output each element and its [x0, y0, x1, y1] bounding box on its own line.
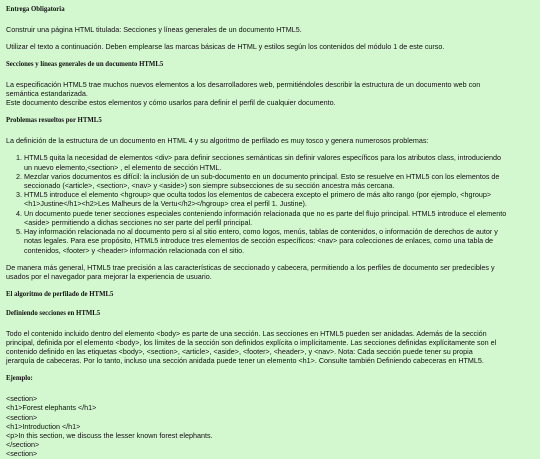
code-line: </section> [6, 440, 40, 450]
section-heading-algorithm: El algoritmo de perfilado de HTML5 [6, 291, 114, 299]
code-line: <h1>Introduction </h1> [6, 421, 81, 431]
list-item: 1. HTML5 quita la necesidad de elementos <div> para definir secciones semánticas sin definir valores específicos para los atributos class, introduciendo un nuevo elemento,<section> , el elemento de sección HTML. [24, 153, 534, 171]
defining-line-2: principal, definida por el elemento <body>, los límites de la sección son definidos explícita o implícitamente. Las secciones definidas explícitamente son el [6, 337, 497, 347]
problems-closing-line-2: usados por el navegador para mejorar la experiencia de usuario. [6, 272, 212, 281]
section-outline-line-1: La especificación HTML5 trae muchos nuevos elementos a los desarrolladores web, permitiéndoles describir la estructura de un documento web con [6, 79, 481, 89]
intro-line-2: Utilizar el texto a continuación. Deben emplearse las marcas básicas de HTML y estilos según los contenidos del módulo 1 de este curso. [6, 41, 445, 51]
defining-line-1: Todo el contenido incluido dentro del elemento <body> es parte de una sección. Las secciones en HTML5 pueden ser anidadas. Además de la sección [6, 328, 487, 338]
code-line: <h1>Forest elephants </h1> [6, 403, 97, 413]
problems-lead: La definición de la estructura de un documento en HTML 4 y su algoritmo de perfilado es muy tosco y genera numerosos problemas: [6, 136, 429, 146]
section-heading-outline: Secciones y líneas generales de un documento HTML5 [6, 61, 164, 69]
intro-line-1: Construir una página HTML titulada: Secciones y líneas generales de un documento HTML5. [6, 24, 302, 34]
defining-line-3: contenido definido en las etiquetas <body>, <section>, <article>, <aside>, <footer>, <header>, y <nav>. Nota: Cada sección puede tener su propia [6, 347, 473, 357]
section-heading-problems: Problemas resueltos por HTML5 [6, 117, 102, 125]
example-code [6, 394, 534, 459]
code-line: <p>In this section, we discuss the lesser known forest elephants. [6, 431, 213, 441]
list-item: 4. Un documento puede tener secciones especiales conteniendo información relacionada que no es parte del flujo principal. HTML5 introduce el elemento <aside> permitiendo a dichas secciones no ser parte del perfil principal. [24, 209, 534, 227]
section-heading-example: Ejemplo: [6, 375, 33, 383]
problems-closing-line-1: De manera más general, HTML5 trae precisión a las características de seccionado y cabecera, permitiendo a los perfiles de documento ser predecibles y [6, 262, 495, 272]
section-outline-line-2: semántica estandarizada. [6, 89, 88, 99]
page-title: Entrega Obligatoria [6, 6, 65, 13]
section-heading-defining: Definiendo secciones en HTML5 [6, 309, 101, 317]
problems-list [6, 153, 534, 254]
list-item: 5. Hay información relacionada no al documento pero sí al sitio entero, como logos, menús, tablas de contenidos, o información de derechos de autor y notas legales. Para ese propósito, HTML5 introduce tres elementos de sección específicos: <nav> para colecciones de enlaces, como una tabla de contenidos, <footer> y <header> información relacionada con el sitio. [24, 227, 534, 255]
code-line: <section> [6, 412, 38, 422]
code-line: <section> [6, 394, 38, 404]
code-line: <section> [6, 449, 38, 459]
defining-line-4: jerarquía de cabeceras. Por lo tanto, incluso una sección anidada puede tener un elemento <h1>. Consulte también Definiendo cabeceras en HTML5. [6, 356, 484, 366]
list-item: 2. Mezclar varios documentos es difícil: la inclusión de un sub-documento en un documento principal. Esto se resuelve en HTML5 con los elementos de seccionado (<article>, <section>, <nav> y <aside>) son siempre subsecciones de su sección ancestra más cercana. [24, 172, 534, 190]
section-outline-line-3: Este documento describe estos elementos y cómo usarlos para definir el perfil de cualquier documento. [6, 98, 336, 108]
list-item: 3. HTML5 introduce el elemento <hgroup> que oculta todos los elementos de cabecera excepto el primero de más alto rango (por ejemplo, <hgroup> <h1>Justine</h1><h2>Les Malheurs de la Vertu</h2></hgroup> crea el perfil 1. Justine). [24, 190, 534, 208]
